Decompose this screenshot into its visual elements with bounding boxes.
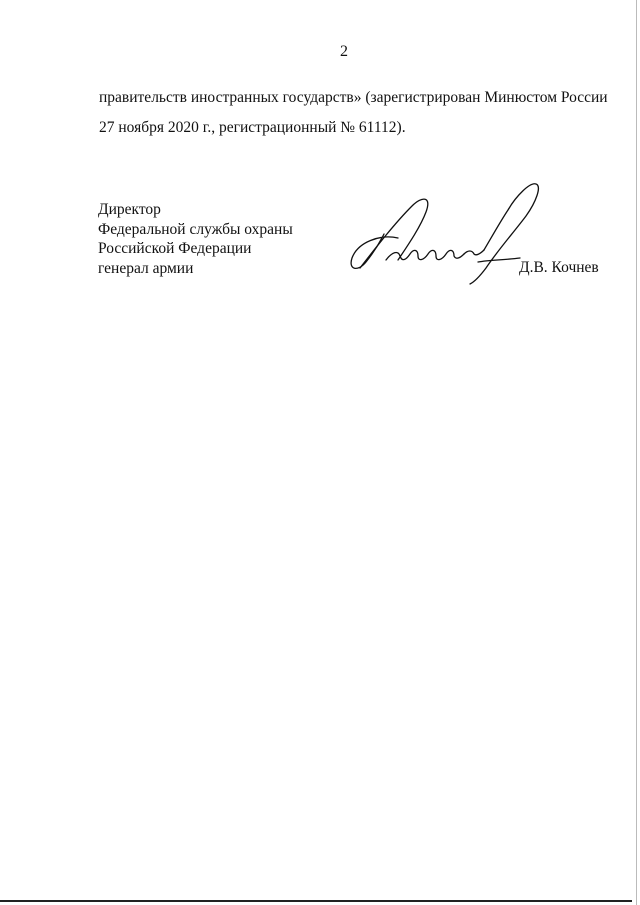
signatory-organization: Федеральной службы охраны bbox=[98, 220, 293, 238]
signatory-rank: генерал армии bbox=[98, 259, 194, 277]
signatory-organization-country: Российской Федерации bbox=[98, 240, 252, 257]
signatory-title: Директор bbox=[98, 201, 161, 218]
signatory-position-block bbox=[98, 200, 293, 278]
body-text-line-2: 27 ноября 2020 г., регистрационный № 61112). bbox=[99, 119, 406, 136]
body-text-line-1: правительств иностранных государств» (зарегистрирован Минюстом России bbox=[99, 89, 608, 106]
page-number: 2 bbox=[340, 43, 348, 60]
scan-right-edge-line bbox=[636, 0, 637, 905]
signatory-name: Д.В. Кочнев bbox=[519, 259, 599, 276]
scan-bottom-edge-line bbox=[0, 900, 632, 902]
